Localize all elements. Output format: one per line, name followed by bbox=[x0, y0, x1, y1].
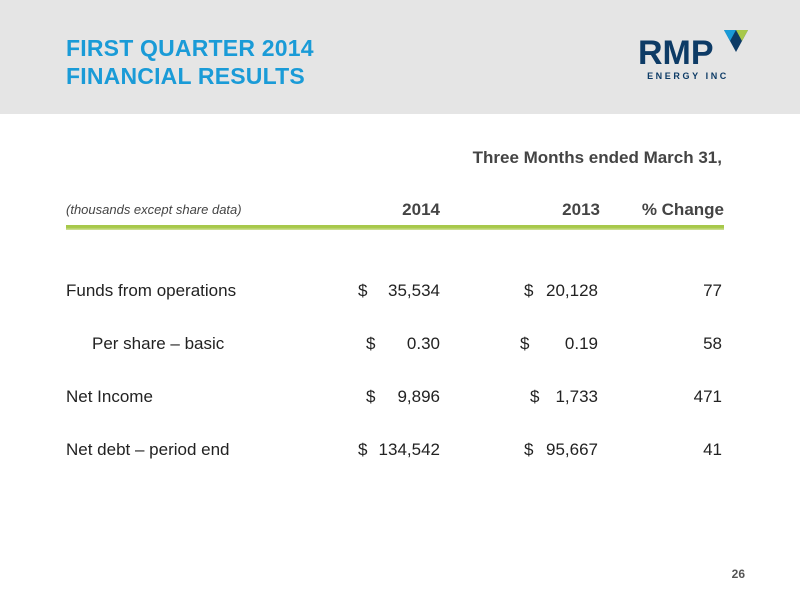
slide-title bbox=[66, 34, 314, 90]
currency-symbol: $ bbox=[366, 334, 376, 353]
cell-change: 41 bbox=[703, 440, 722, 459]
currency-symbol: $ bbox=[524, 281, 534, 300]
cell-change: 58 bbox=[703, 334, 722, 353]
row-label: Net debt – period end bbox=[66, 440, 230, 459]
value: 20,128 bbox=[546, 281, 598, 300]
currency-symbol: $ bbox=[530, 387, 540, 406]
currency-symbol: $ bbox=[366, 387, 376, 406]
page-number: 26 bbox=[731, 567, 745, 581]
value: 134,542 bbox=[378, 440, 440, 459]
value: 0.19 bbox=[564, 334, 598, 353]
value: 95,667 bbox=[546, 440, 598, 459]
value: 0.30 bbox=[406, 334, 440, 353]
row-label: Net Income bbox=[66, 387, 153, 406]
currency-symbol: $ bbox=[358, 440, 368, 459]
units-note: (thousands except share data) bbox=[66, 202, 242, 217]
column-header-change: % Change bbox=[641, 200, 724, 219]
cell-change: 471 bbox=[693, 387, 722, 406]
logo-mark-icon bbox=[636, 28, 748, 72]
column-header-2013: 2013 bbox=[562, 200, 600, 219]
currency-symbol: $ bbox=[358, 281, 368, 300]
cell-change: 77 bbox=[703, 281, 722, 300]
currency-symbol: $ bbox=[520, 334, 530, 353]
company-logo bbox=[636, 28, 748, 92]
value: 1,733 bbox=[555, 387, 598, 406]
row-label: Funds from operations bbox=[66, 281, 237, 300]
title-line-1: FIRST QUARTER 2014 bbox=[66, 35, 314, 61]
slide-header bbox=[0, 0, 800, 114]
row-label: Per share – basic bbox=[92, 334, 225, 353]
currency-symbol: $ bbox=[524, 440, 534, 459]
logo-subtext: ENERGY INC bbox=[647, 71, 729, 81]
value: 35,534 bbox=[388, 281, 440, 300]
column-header-2014: 2014 bbox=[402, 200, 440, 219]
value: 9,896 bbox=[397, 387, 440, 406]
logo-wordmark: RMP bbox=[638, 34, 714, 72]
header-divider bbox=[66, 225, 724, 230]
title-line-2: FINANCIAL RESULTS bbox=[66, 63, 305, 89]
period-heading: Three Months ended March 31, bbox=[472, 148, 722, 167]
